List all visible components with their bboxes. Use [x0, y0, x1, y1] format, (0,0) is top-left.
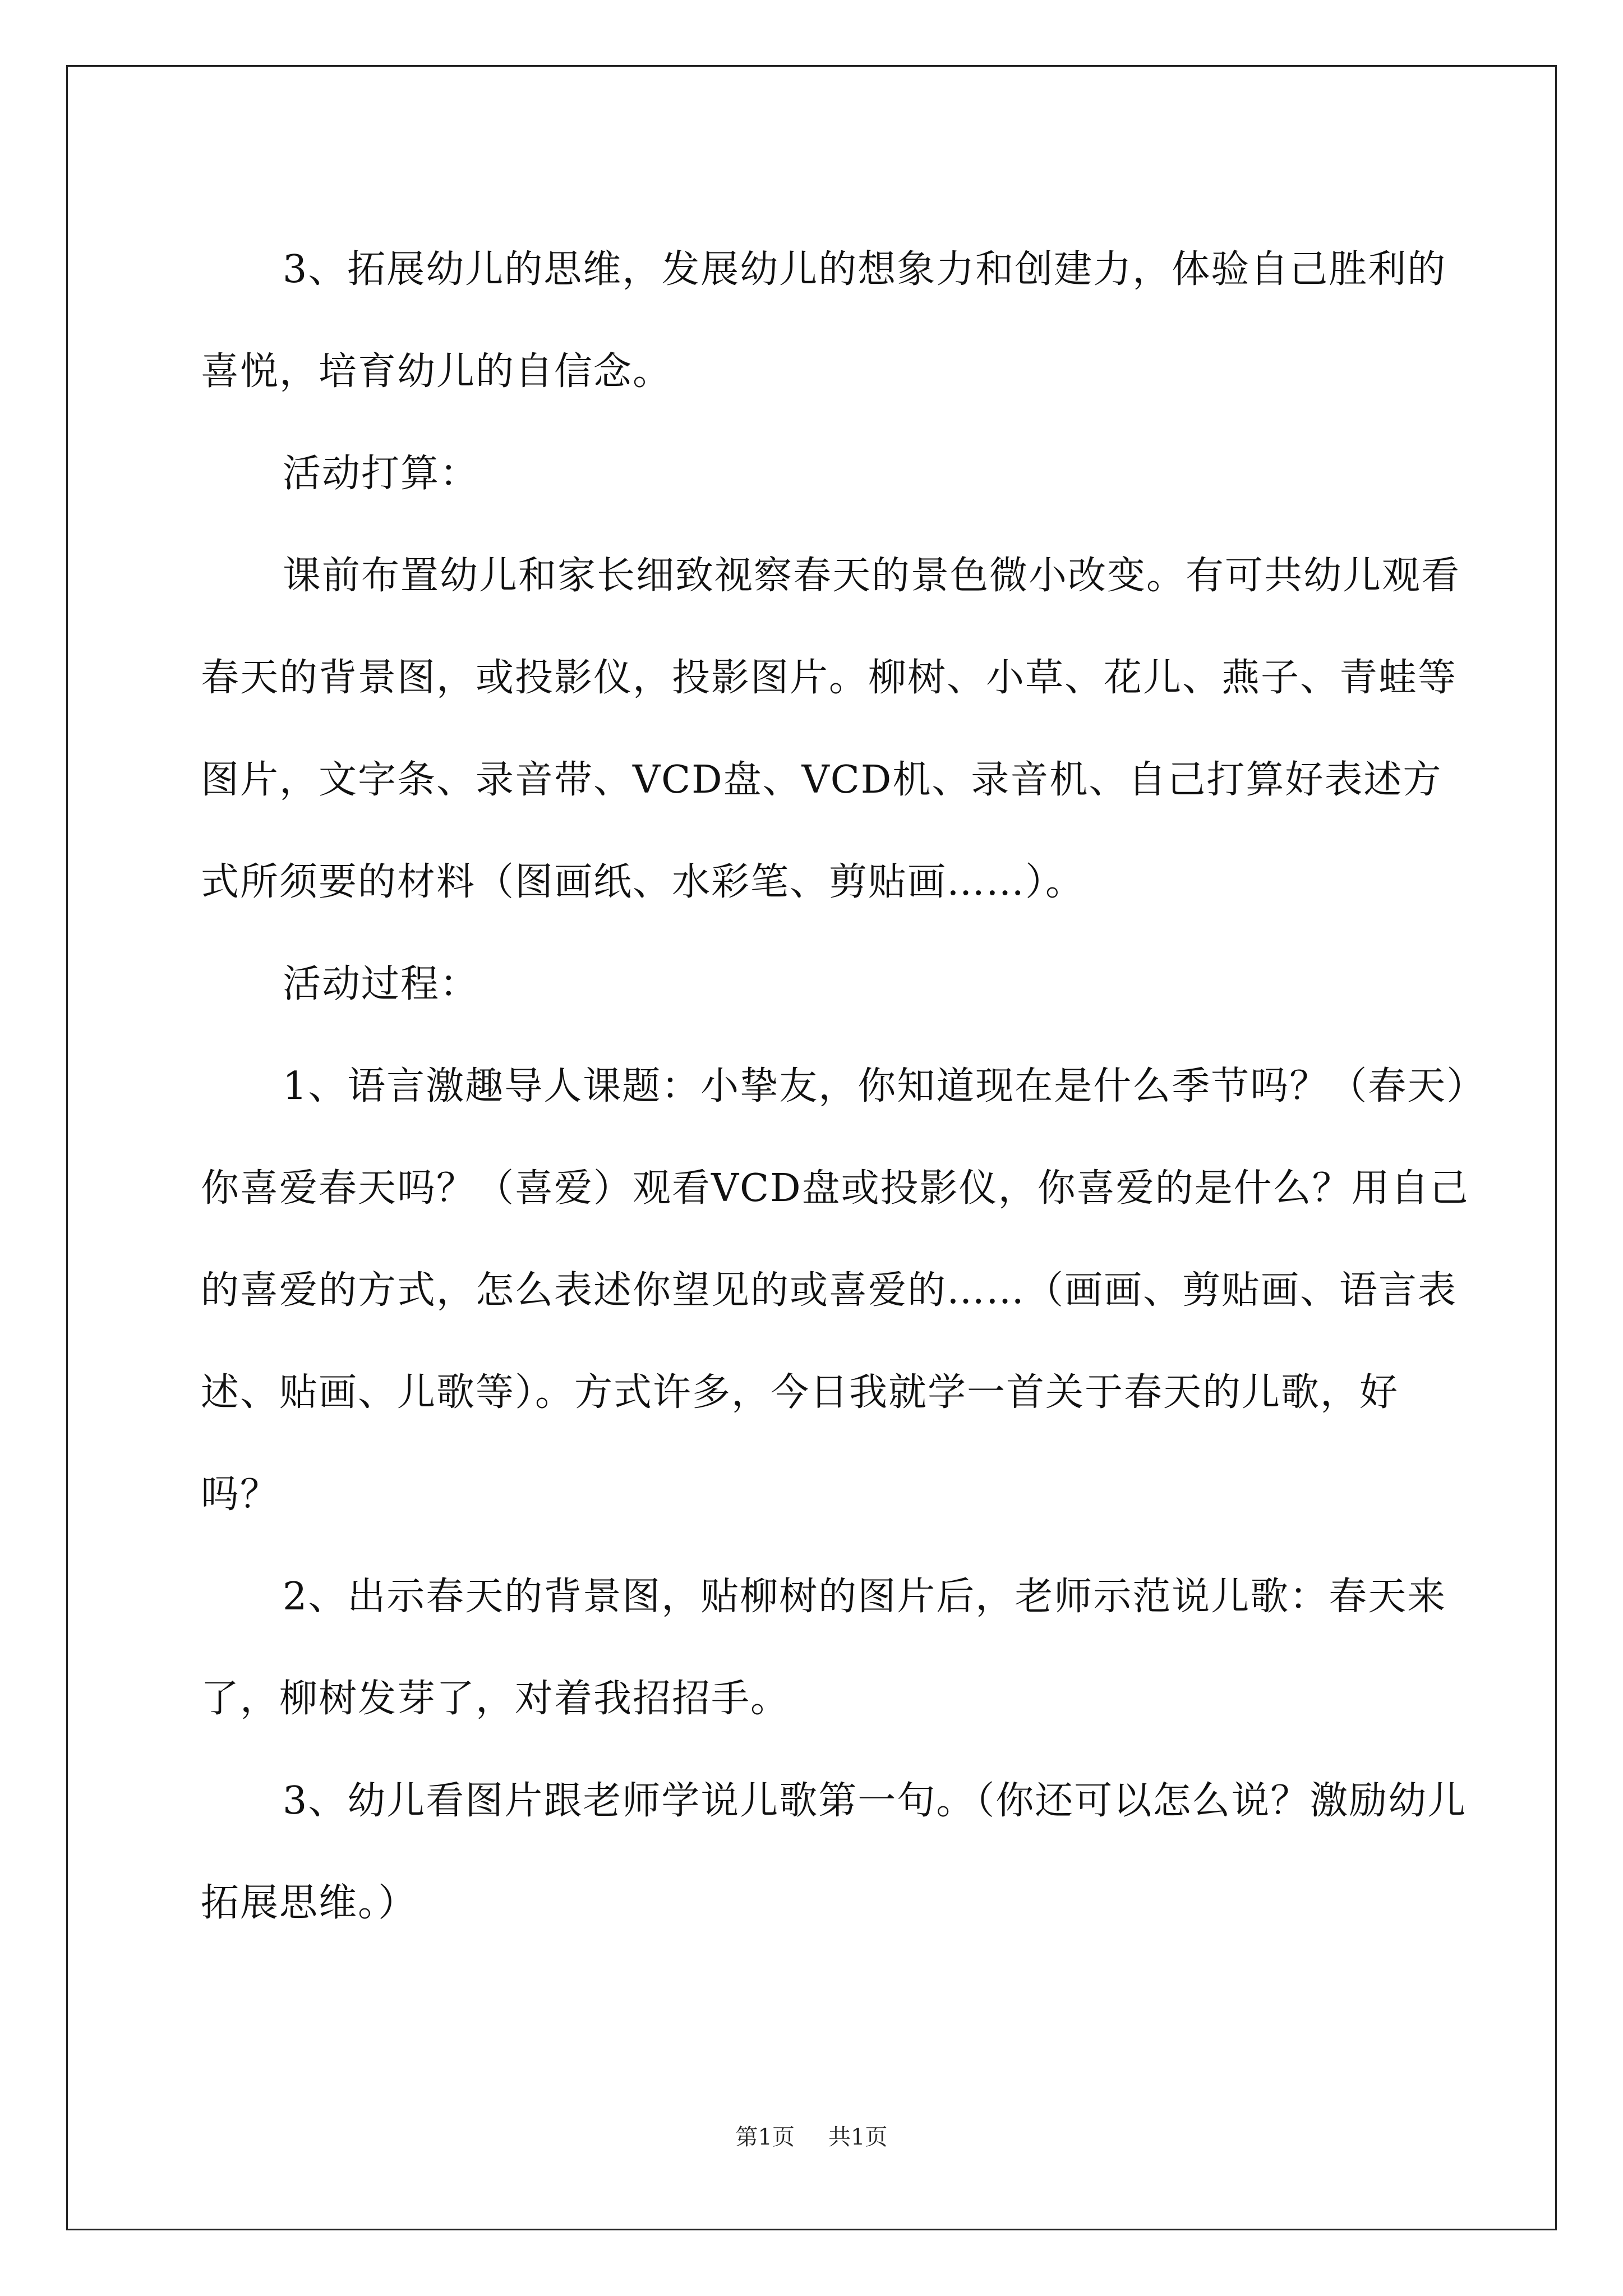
- paragraph-preparation: 课前布置幼儿和家长细致视察春天的景色微小改变。有可共幼儿观看春天的背景图，或投影仪，投影图片。柳树、小草、花儿、燕子、青蛙等图片，文字条、录音带、VCD盘、VCD机、录音机、自己打算好表述方式所须要的材料（图画纸、水彩笔、剪贴画……）。: [201, 554, 1461, 904]
- paragraph-step-2: 2、出示春天的背景图，贴柳树的图片后，老师示范说儿歌：春天来了，柳树发芽了，对着我招招手。: [201, 1575, 1447, 1721]
- document-body: [201, 219, 1474, 1954]
- page-total: 共1页: [828, 2124, 888, 2150]
- page-footer: [0, 2119, 1623, 2151]
- paragraph-goal-3: 3、拓展幼儿的思维，发展幼儿的想象力和创建力，体验自己胜利的喜悦，培育幼儿的自信念。: [201, 247, 1447, 394]
- heading-preparation: 活动打算：: [283, 452, 479, 496]
- paragraph-step-1: 1、语言激趣导人课题：小挚友，你知道现在是什么季节吗？（春天）你喜爱春天吗？（喜爱）观看VCD盘或投影仪，你喜爱的是什么？用自己的喜爱的方式，怎么表述你望见的或喜爱的……（画画、剪贴画、语言表述、贴画、儿歌等）。方式许多，今日我就学一首关于春天的儿歌，好吗？: [201, 1064, 1469, 1517]
- heading-process: 活动过程：: [283, 962, 479, 1006]
- paragraph-step-3: 3、幼儿看图片跟老师学说儿歌第一句。（你还可以怎么说？激励幼儿拓展思维。）: [201, 1779, 1467, 1925]
- page-number: 第1页: [735, 2124, 795, 2150]
